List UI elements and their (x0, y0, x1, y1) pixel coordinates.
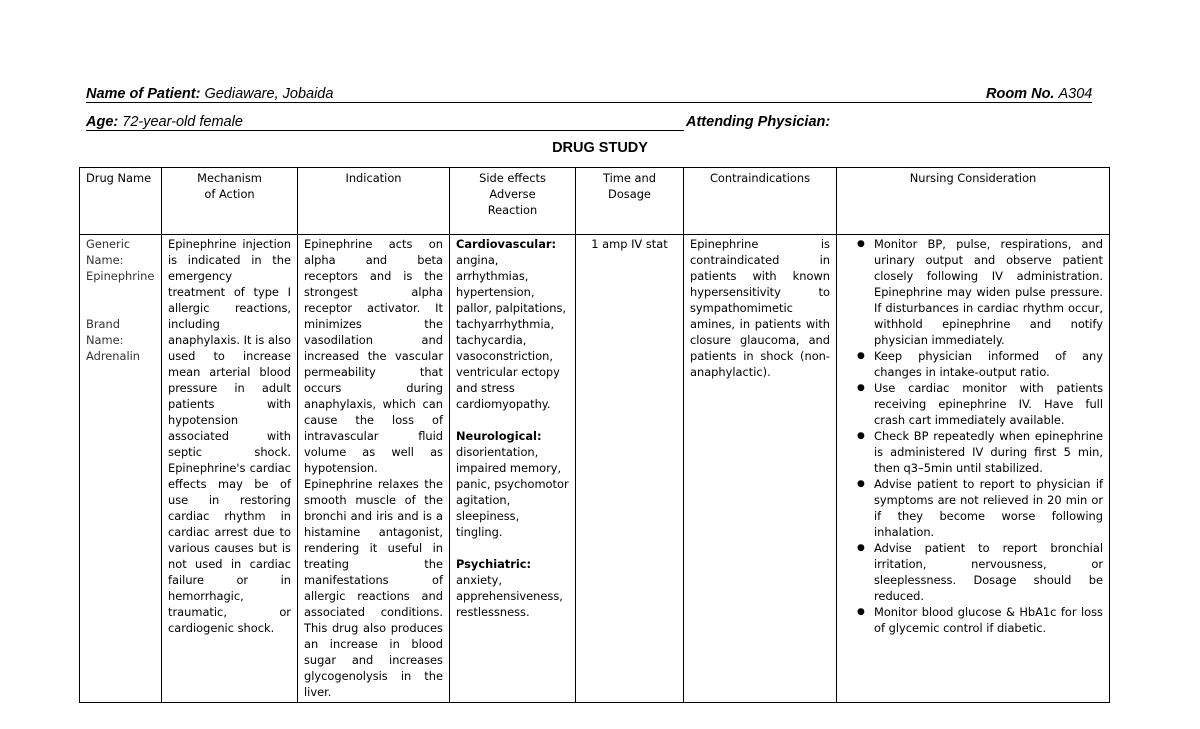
bullet-icon: ● (857, 351, 865, 361)
list-item: ● Monitor blood glucose & HbA1c for loss of glycemic control if diabetic. (857, 605, 1103, 635)
table-row (80, 235, 1110, 703)
cell-time-dosage: 1 amp IV stat (576, 235, 684, 703)
room-number-label: Room No. (986, 86, 1055, 102)
age-line (86, 114, 243, 131)
physician-label: Attending Physician: (686, 114, 831, 130)
room-number-line (986, 86, 1092, 103)
room-number-value: A304 (1058, 86, 1093, 102)
header-contraindications: Contraindications (684, 168, 837, 235)
cell-indication: Epinephrine acts on alpha and beta receptors and is the strongest alpha receptor activator. It minimizes the vasodilation and increased the vascular permeability that occurs during anaphylaxis, which can cause the loss of intravascular fluid volume as well as hypotension. Epinephrine relaxes the smooth muscle of the bronchi and iris and is a histamine antagonist, rendering it useful in treating the manifestations of allergic reactions and associated conditions. This drug also produces an increase in blood sugar and increases glycogenolysis in the liver. (298, 235, 450, 703)
nursing-list (843, 236, 1103, 636)
cell-mechanism: Epinephrine injection is indicated in the emergency treatment of type I allergic reactions, including anaphylaxis. It is also used to increase mean arterial blood pressure in adult patients with hypotension associated with septic shock. Epinephrine's cardiac effects may be of use in restoring cardiac rhythm in cardiac arrest due to various causes but is not used in cardiac failure or in hemorrhagic, traumatic, or cardiogenic shock. (162, 235, 298, 703)
drug-study-table (79, 167, 1110, 703)
bullet-icon: ● (857, 479, 865, 489)
header-indication: Indication (298, 168, 450, 235)
brand-name-value: Adrenalin (86, 349, 141, 363)
neurological-label: Neurological: (456, 429, 542, 443)
age-underline (86, 130, 684, 131)
header-mechanism-line-2: of Action (204, 187, 255, 201)
cell-drug-name (80, 235, 162, 703)
header-drug-name: Drug Name (80, 168, 162, 235)
list-item: ● Use cardiac monitor with patients receiving epinephrine IV. Have full crash cart immediately available. (857, 381, 1103, 427)
list-item: ● Advise patient to report to physician if symptoms are not relieved in 20 min or if they become worse following inhalation. (857, 477, 1103, 539)
patient-name-line (86, 86, 333, 103)
list-item: ● Advise patient to report bronchial irritation, nervousness, or sleeplessness. Dosage should be reduced. (857, 541, 1103, 603)
generic-name-value: Epinephrine (86, 269, 155, 283)
bullet-icon: ● (857, 239, 865, 249)
list-item: ● Monitor BP, pulse, respirations, and urinary output and observe patient closely following IV administration. Epinephrine may widen pulse pressure. If disturbances in cardiac rhythm occur, withhold epinephrine and notify physician immediately. (857, 237, 1103, 347)
document-title: DRUG STUDY (552, 140, 648, 156)
list-item: ● Check BP repeatedly when epinephrine is administered IV during first 5 min, then q3–5min until stabilized. (857, 429, 1103, 475)
header-side-effects-line-2: Reaction (487, 203, 538, 217)
bullet-icon: ● (857, 431, 865, 441)
bullet-icon: ● (857, 383, 865, 393)
header-side-effects-line-1: Side effects Adverse (479, 171, 546, 201)
header-time-dosage: Time and Dosage (576, 168, 684, 235)
cardiovascular-text: angina, arrhythmias, hypertension, pallor, palpitations, tachyarrhythmia, tachycardia, vasoconstriction, ventricular ectopy and stress cardiomyopathy. (456, 253, 567, 411)
cell-contraindications: Epinephrine is contraindicated in patients with known hypersensitivity to sympathomimetic amines, in patients with closure glaucoma, and patients in shock (non-anaphylactic). (684, 235, 837, 703)
header-side-effects (450, 168, 576, 235)
table-header-row (80, 168, 1110, 235)
patient-name-label: Name of Patient: (86, 86, 201, 102)
bullet-icon: ● (857, 607, 865, 617)
generic-name-line-1: Generic (86, 237, 131, 251)
header-nursing: Nursing Consideration (837, 168, 1110, 235)
bullet-icon: ● (857, 543, 865, 553)
patient-name-value: Gediaware, Jobaida (204, 86, 334, 102)
age-value: 72-year-old female (122, 114, 243, 130)
cell-nursing (837, 235, 1110, 703)
header-mechanism (162, 168, 298, 235)
generic-name-line-2: Name: (86, 253, 124, 267)
psychiatric-text: anxiety, apprehensiveness, restlessness. (456, 573, 563, 619)
neurological-text: disorientation, impaired memory, panic, psychomotor agitation, sleepiness, tingling. (456, 445, 569, 539)
age-label: Age: (86, 114, 119, 130)
cardiovascular-label: Cardiovascular: (456, 237, 557, 251)
brand-name-line-2: Name: (86, 333, 124, 347)
psychiatric-label: Psychiatric: (456, 557, 532, 571)
list-item: ● Keep physician informed of any changes in intake-output ratio. (857, 349, 1103, 379)
patient-name-underline (86, 102, 1092, 103)
header-mechanism-line-1: Mechanism (197, 171, 262, 185)
physician-line (686, 114, 830, 131)
cell-side-effects (450, 235, 576, 703)
brand-name-line-1: Brand (86, 317, 120, 331)
